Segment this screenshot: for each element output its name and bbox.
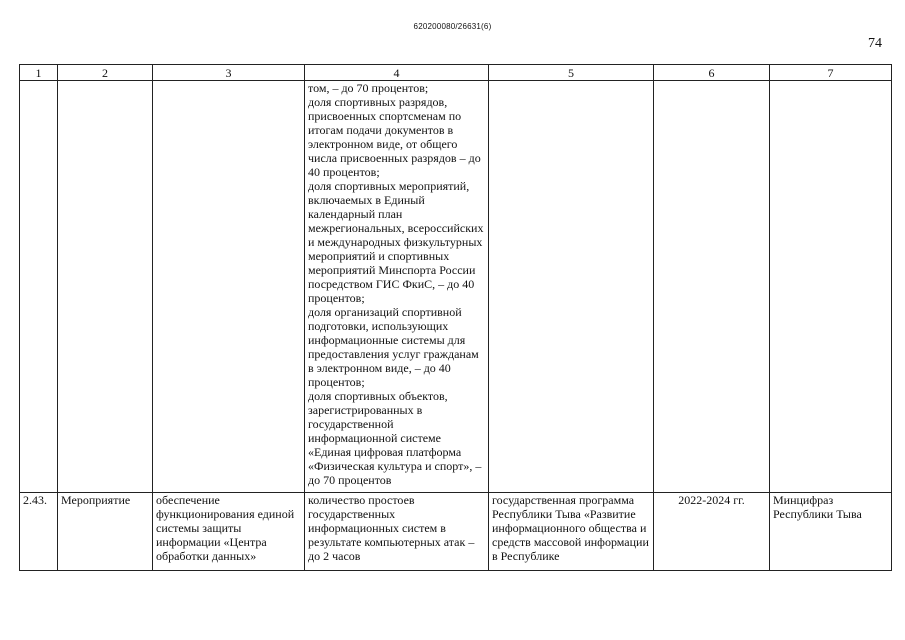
cont-cell-1 [20, 81, 58, 493]
column-header-1: 1 [20, 65, 58, 81]
row-program: государственная программа Республики Тыва «Развитие информационного общества и средств массовой информации в Республике [489, 493, 654, 571]
row-period: 2022-2024 гг. [654, 493, 770, 571]
document-id: 620200080/26631(6) [413, 22, 492, 31]
cont-cell-3 [153, 81, 305, 493]
column-header-5: 5 [489, 65, 654, 81]
row-responsible: Минцифраз Республики Тыва [770, 493, 892, 571]
cont-cell-2 [58, 81, 153, 493]
row-indicator: количество простоев государственных информационных систем в результате компьютерных атак – до 2 часов [305, 493, 489, 571]
cont-cell-indicators: том, – до 70 процентов; доля спортивных разрядов, присвоенных спортсменам по итогам подачи документов в электронном виде, от общего числа присвоенных разрядов – до 40 процентов; доля спортивных мероприятий, включаемых в Единый календарный план межрегиональных, всероссийских и международных физкультурных мероприятий и спортивных мероприятий Минспорта России посредством ГИС ФкиС, – до 40 процентов; доля организаций спортивной подготовки, использующих информационные системы для предоставления услуг гражданам в электронном виде, – до 40 процентов; доля спортивных объектов, зарегистрированных в государственной информационной системе «Единая цифровая платформа «Физическая культура и спорт», – до 70 процентов [305, 81, 489, 493]
column-header-3: 3 [153, 65, 305, 81]
column-header-2: 2 [58, 65, 153, 81]
continuation-row [20, 81, 892, 493]
cont-cell-6 [654, 81, 770, 493]
page-number: 74 [868, 36, 882, 51]
cont-cell-7 [770, 81, 892, 493]
column-header-4: 4 [305, 65, 489, 81]
measures-table [19, 64, 892, 571]
row-number: 2.43. [20, 493, 58, 571]
column-number-row [20, 65, 892, 81]
row-description: обеспечение функционирования единой системы защиты информации «Центра обработки данных» [153, 493, 305, 571]
row-type: Мероприятие [58, 493, 153, 571]
table-row [20, 493, 892, 571]
cont-cell-5 [489, 81, 654, 493]
column-header-7: 7 [770, 65, 892, 81]
column-header-6: 6 [654, 65, 770, 81]
